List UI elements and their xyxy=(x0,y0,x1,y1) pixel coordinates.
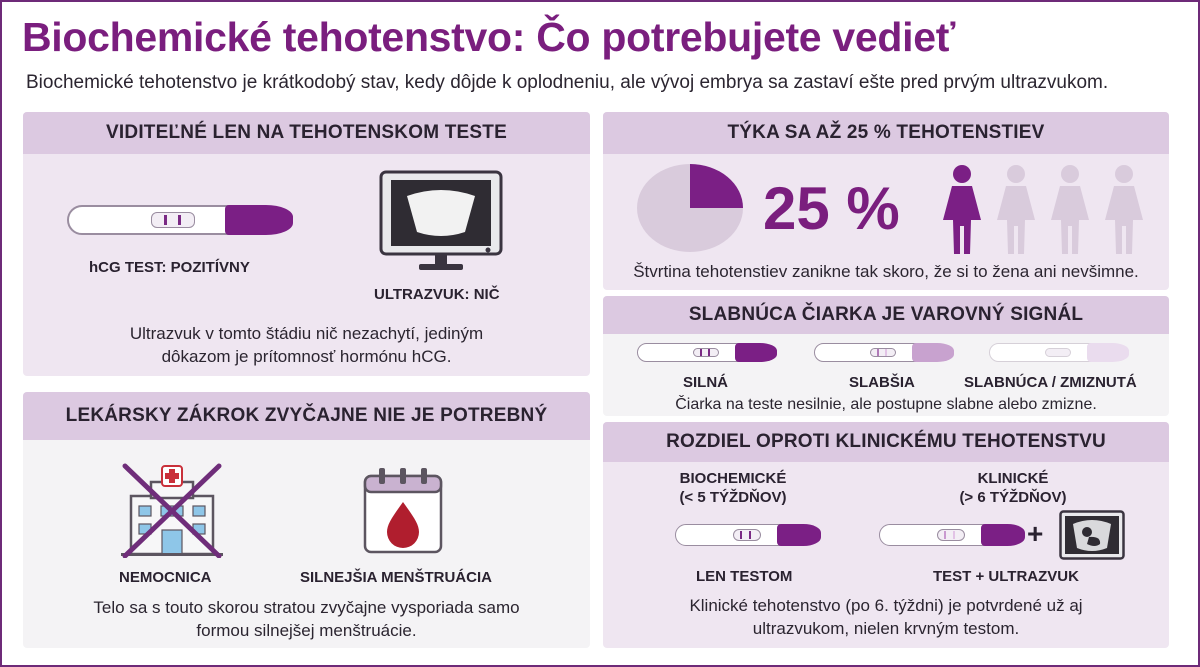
card-text: Štvrtina tehotenstiev zanikne tak skoro, že si to žena ani nevšimne. xyxy=(633,262,1139,281)
card-text-line2: formou silnejšej menštruácie. xyxy=(196,621,417,640)
hospital-crossed-icon xyxy=(117,462,227,558)
hcg-test-label: hCG TEST: POZITÍVNY xyxy=(89,259,250,276)
card-affects-25-percent xyxy=(603,112,1169,290)
pregnancy-test-icon xyxy=(67,205,293,235)
weaker-line-test-icon xyxy=(814,343,954,362)
percent-value: 25 % xyxy=(763,175,900,242)
strong-line-test-icon xyxy=(637,343,777,362)
card-heading: TÝKA SA AŽ 25 % TEHOTENSTIEV xyxy=(603,112,1169,154)
page-subtitle: Biochemické tehotenstvo je krátkodobý stav, kedy dôjde k oplodneniu, ale vývoj embrya sa zastaví ešte pred prvým ultrazvukom. xyxy=(26,72,1109,93)
clinical-weeks: (> 6 TÝŽDŇOV) xyxy=(959,489,1067,506)
card-heading: VIDITEĽNÉ LEN NA TEHOTENSKOM TESTE xyxy=(23,112,590,154)
card-heading: ROZDIEL OPROTI KLINICKÉMU TEHOTENSTVU xyxy=(603,422,1169,462)
card-text-line1: Ultrazvuk v tomto štádiu nič nezachytí, jediným xyxy=(129,324,484,343)
card-heading: LEKÁRSKY ZÁKROK ZVYČAJNE NIE JE POTREBNÝ xyxy=(23,392,590,440)
clinical-bottom-label: TEST + ULTRAZVUK xyxy=(933,568,1079,585)
fading-label: SLABNÚCA / ZMIZNUTÁ xyxy=(964,374,1137,391)
woman-figure-icon xyxy=(1047,164,1093,256)
ultrasound-label: ULTRAZVUK: NIČ xyxy=(374,286,500,303)
card-text-line2: ultrazvukom, nielen krvným testom. xyxy=(752,619,1020,638)
card-heading: SLABNÚCA ČIARKA JE VAROVNÝ SIGNÁL xyxy=(603,296,1169,334)
biochemical-weeks: (< 5 TÝŽDŇOV) xyxy=(679,489,787,506)
clinical-label: KLINICKÉ xyxy=(977,470,1049,487)
card-visible-only-on-test xyxy=(23,112,590,376)
card-text-line1: Klinické tehotenstvo (po 6. týždni) je potvrdené už aj xyxy=(689,596,1083,615)
menstruation-label: SILNEJŠIA MENŠTRUÁCIA xyxy=(300,569,492,586)
plus-sign: + xyxy=(1027,518,1044,549)
pie-chart-quarter-icon xyxy=(635,162,745,254)
card-weakening-line xyxy=(603,296,1169,416)
weaker-label: SLABŠIA xyxy=(849,374,915,391)
card-text-line1: Telo sa s touto skorou stratou zvyčajne vysporiada samo xyxy=(93,598,520,617)
calendar-blood-drop-icon xyxy=(363,466,443,556)
card-difference-clinical xyxy=(603,422,1169,648)
strong-label: SILNÁ xyxy=(683,374,728,391)
pregnancy-test-icon xyxy=(675,524,821,546)
women-figures xyxy=(939,164,1149,256)
faded-line-test-icon xyxy=(989,343,1129,362)
woman-figure-icon xyxy=(993,164,1039,256)
card-medical-intervention xyxy=(23,392,590,648)
pregnancy-test-icon xyxy=(879,524,1025,546)
woman-figure-icon xyxy=(939,164,985,256)
biochemical-bottom-label: LEN TESTOM xyxy=(696,568,793,585)
card-text: Čiarka na teste nesilnie, ale postupne slabne alebo zmizne. xyxy=(675,396,1097,413)
hospital-label: NEMOCNICA xyxy=(119,569,212,586)
biochemical-label: BIOCHEMICKÉ xyxy=(679,470,787,487)
card-text-line2: dôkazom je prítomnosť hormónu hCG. xyxy=(161,347,452,366)
page-title: Biochemické tehotenstvo: Čo potrebujete vedieť xyxy=(22,14,956,60)
ultrasound-embryo-icon xyxy=(1059,510,1125,560)
woman-figure-icon xyxy=(1101,164,1147,256)
ultrasound-monitor-icon xyxy=(379,170,503,274)
